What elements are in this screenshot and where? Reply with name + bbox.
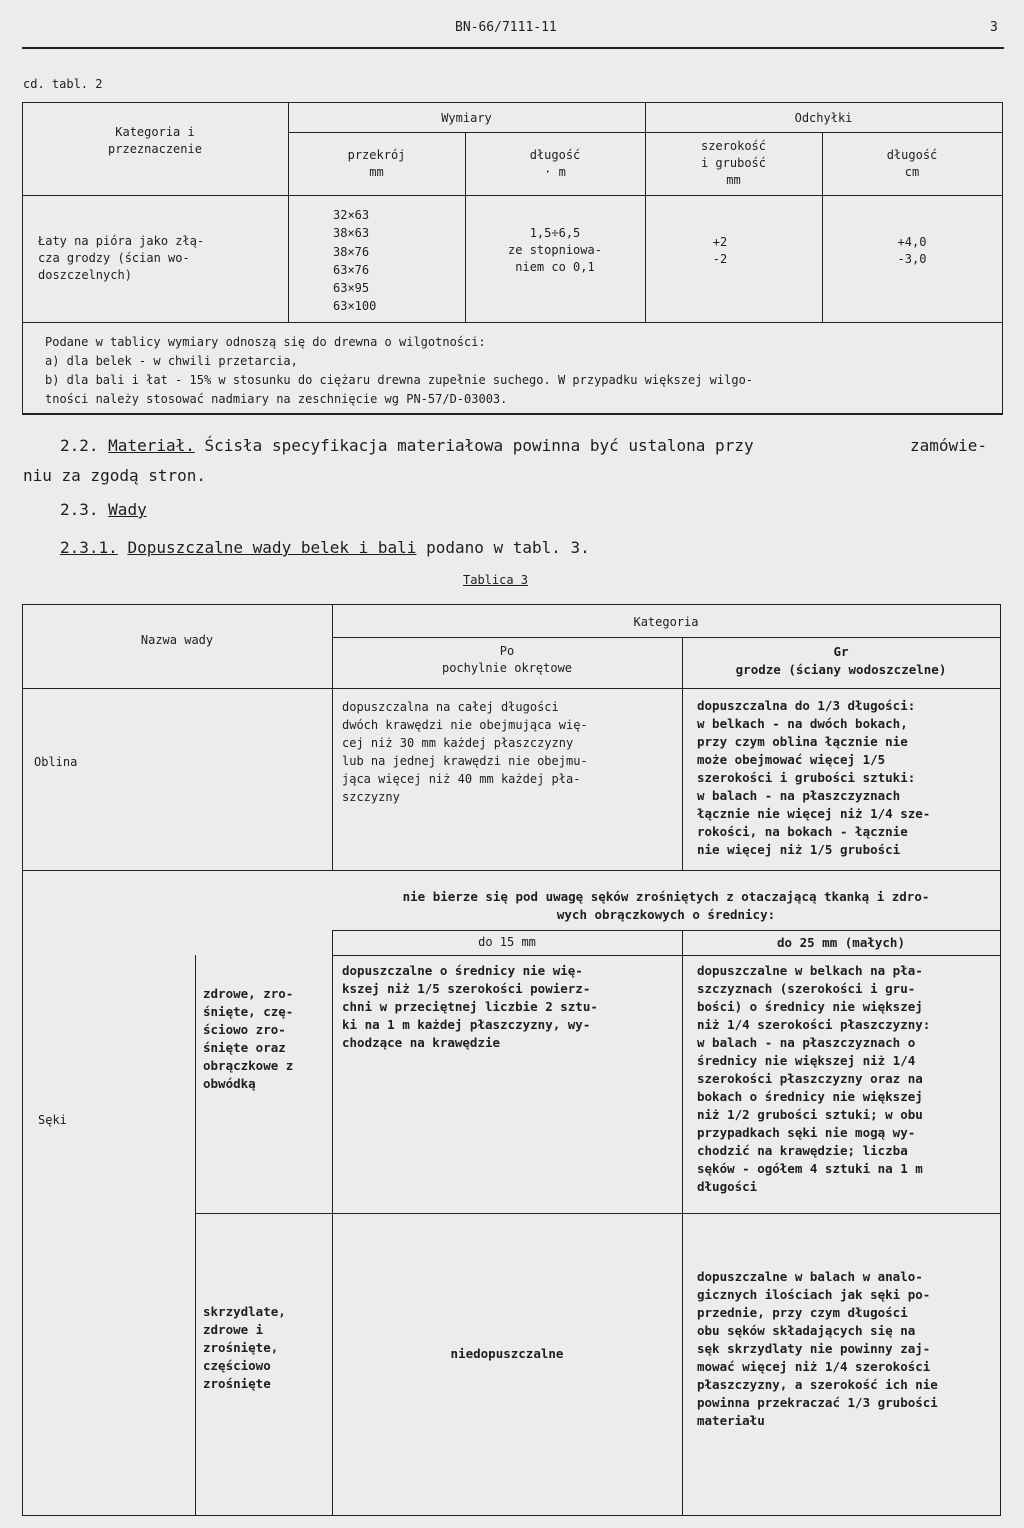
knot-type-winged: skrzydlate, zdrowe i zrośnięte, częściowo zrośnięte — [203, 1304, 286, 1391]
column-header-gr: Gr grodze (ściany wodoszczelne) — [735, 644, 947, 677]
section-title: Wady — [108, 500, 147, 519]
page-number: 3 — [990, 20, 998, 35]
table-row-deviation-width: +2 -2 — [712, 235, 728, 266]
column-group-deviations: Odchyłki — [794, 111, 853, 125]
table-continuation-label: cd. tabl. 2 — [23, 77, 103, 91]
column-group-dimensions: Wymiary — [441, 111, 492, 125]
section-2-2-line-1 — [60, 436, 754, 455]
document-code: BN-66/7111-11 — [455, 20, 557, 35]
column-header-defect-name: Nazwa wady — [140, 633, 214, 647]
oblina-po-text: dopuszczalna na całej długości dwóch krawędzi nie obejmująca wię- cej niż 30 mm każdej płaszczyzny lub na jednej krawędzi nie obejmu- jąca więcej niż 40 mm każdej pła- szczyzny — [342, 700, 588, 804]
column-group-category: Kategoria — [633, 615, 699, 629]
seki-intro-text: nie bierze się pod uwagę sęków zrośniętych z otaczającą tkanką i zdro- wych obrączkowych o średnicy: — [402, 889, 930, 922]
seki-subheader-gr: do 25 mm (małych) — [777, 935, 905, 950]
section-2-3-1-line — [60, 538, 590, 557]
section-text: podano w tabl. 3. — [426, 538, 590, 557]
knot-healthy-po-text: dopuszczalne o średnicy nie wię- kszej niż 1/5 szerokości powierz- chni w przeciętnej liczbie 2 sztu- ki na 1 m każdej płaszczyzny, wy- chodzące na krawędzie — [342, 963, 598, 1050]
knot-healthy-gr-text: dopuszczalne w belkach na pła- szczyznach (szerokości i gru- bości) o średnicy nie większej niż 1/4 szerokości płaszczyzny: w balach - na płaszczyznach o średnicy nie większej niż 1/4 szerokości płaszczyzny oraz na bokach o średnicy nie większej niż 1/2 grubości sztuki; w obu przypadkach sęki nie mogą wy- chodzić na krawędzie; liczba sęków - ogółem 4 sztuki na 1 m długości — [697, 963, 931, 1194]
oblina-gr-text: dopuszczalna do 1/3 długości: w belkach - na dwóch bokach, przy czym oblina łącznie nie może obejmować więcej 1/5 szerokości i grubości sztuki: w balach - na płaszczyznach łącznie nie więcej niż 1/4 sze- rokości, na bokach - łącznie nie więcej niż 1/5 grubości — [697, 698, 931, 857]
column-header-width-thickness: szerokość i grubość mm — [700, 139, 767, 187]
section-number: 2.3. — [60, 500, 99, 519]
section-number: 2.3.1. — [60, 538, 118, 557]
section-title: Dopuszczalne wady belek i bali — [127, 538, 417, 557]
table-row-length: 1,5÷6,5 ze stopniowa- niem co 0,1 — [508, 226, 602, 274]
defect-name-seki: Sęki — [38, 1113, 67, 1127]
section-text: Ścisła specyfikacja materiałowa powinna być ustalona przy — [204, 436, 754, 455]
column-header-section: przekrój mm — [347, 148, 406, 179]
section-title: Materiał. — [108, 436, 195, 455]
table-2-note: Podane w tablicy wymiary odnoszą się do drewna o wilgotności: a) dla belek - w chwili przetarcia, b) dla bali i łat - 15% w stosunku do ciężaru drewna zupełnie suchego. W przypadku większej wilgo- tności należy stosować nadmiary na zeschnięcie wg PN-57/D-03003. — [45, 335, 754, 406]
section-2-3-heading — [60, 500, 147, 519]
column-header-deviation-length: długość cm — [886, 148, 938, 179]
column-header-length: długość · m — [529, 148, 581, 179]
knot-winged-po-text: niedopuszczalne — [450, 1346, 564, 1361]
defect-name-oblina: Oblina — [34, 755, 78, 769]
knot-winged-gr-text: dopuszczalne w balach w analo- gicznych ilościach jak sęki po- przednie, przy czym długości obu sęków składających się na sęk skrzydlaty nie powinny zaj- mować więcej niż 1/4 szerokości płaszczyzny, a szerokość ich nie powinna przekraczać 1/3 grubości materiału — [697, 1269, 938, 1428]
section-2-2-line-2: niu za zgodą stron. — [23, 466, 207, 485]
table-3-caption: Tablica 3 — [463, 573, 529, 587]
section-2-2-line-1-end: zamówie- — [910, 436, 988, 455]
table-row-category: Łaty na pióra jako złą- cza grodzy (ścian wo- doszczelnych) — [38, 234, 205, 282]
seki-subheader-po: do 15 mm — [478, 935, 536, 949]
knot-type-healthy: zdrowe, zro- śnięte, czę- ściowo zro- śnięte oraz obrączkowe z obwódką — [203, 986, 294, 1091]
table-row-sections: 32×63 38×63 38×76 63×76 63×95 63×100 — [333, 208, 377, 314]
table-row-deviation-length: +4,0 -3,0 — [897, 235, 927, 266]
section-number: 2.2. — [60, 436, 99, 455]
column-header-category: Kategoria i przeznaczenie — [108, 125, 202, 156]
header-rule — [22, 47, 1004, 49]
column-header-po: Po pochylnie okrętowe — [441, 644, 573, 675]
